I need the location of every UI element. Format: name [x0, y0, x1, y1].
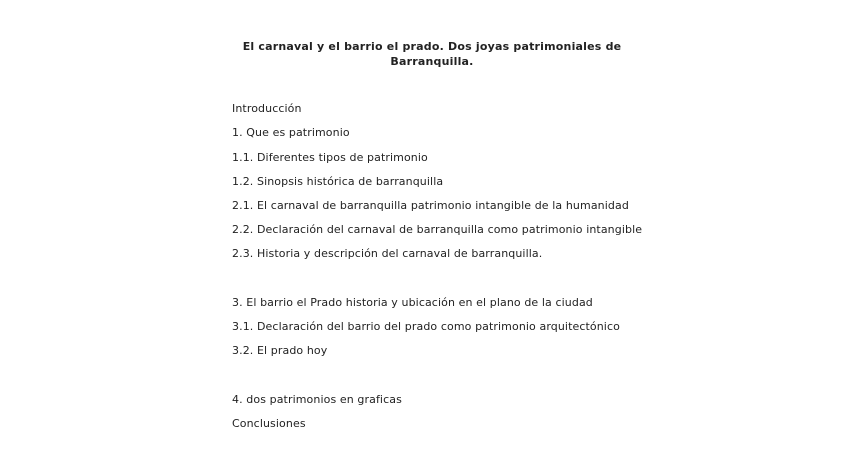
- title-line-2: Barranquilla.: [390, 55, 474, 68]
- toc-item-1-1: 1.1. Diferentes tipos de patrimonio: [232, 151, 428, 164]
- toc-item-4: 4. dos patrimonios en graficas: [232, 393, 402, 406]
- title-line-1: El carnaval y el barrio el prado. Dos joyas patrimoniales de: [242, 40, 622, 53]
- toc-item-1-2: 1.2. Sinopsis histórica de barranquilla: [232, 175, 444, 188]
- toc-item-3: 3. El barrio el Prado historia y ubicación en el plano de la ciudad: [232, 296, 593, 309]
- toc-item-1: 1. Que es patrimonio: [232, 126, 350, 139]
- toc-item-conclusiones: Conclusiones: [232, 417, 306, 430]
- toc-item-2-3: 2.3. Historia y descripción del carnaval de barranquilla.: [232, 247, 543, 260]
- toc-item-2-1: 2.1. El carnaval de barranquilla patrimonio intangible de la humanidad: [232, 199, 629, 212]
- toc-item-2-2: 2.2. Declaración del carnaval de barranquilla como patrimonio intangible: [232, 223, 643, 236]
- toc-item-3-2: 3.2. El prado hoy: [232, 344, 328, 357]
- document-title: [232, 39, 632, 69]
- toc-item-introduccion: Introducción: [232, 102, 302, 115]
- toc-item-3-1: 3.1. Declaración del barrio del prado como patrimonio arquitectónico: [232, 320, 620, 333]
